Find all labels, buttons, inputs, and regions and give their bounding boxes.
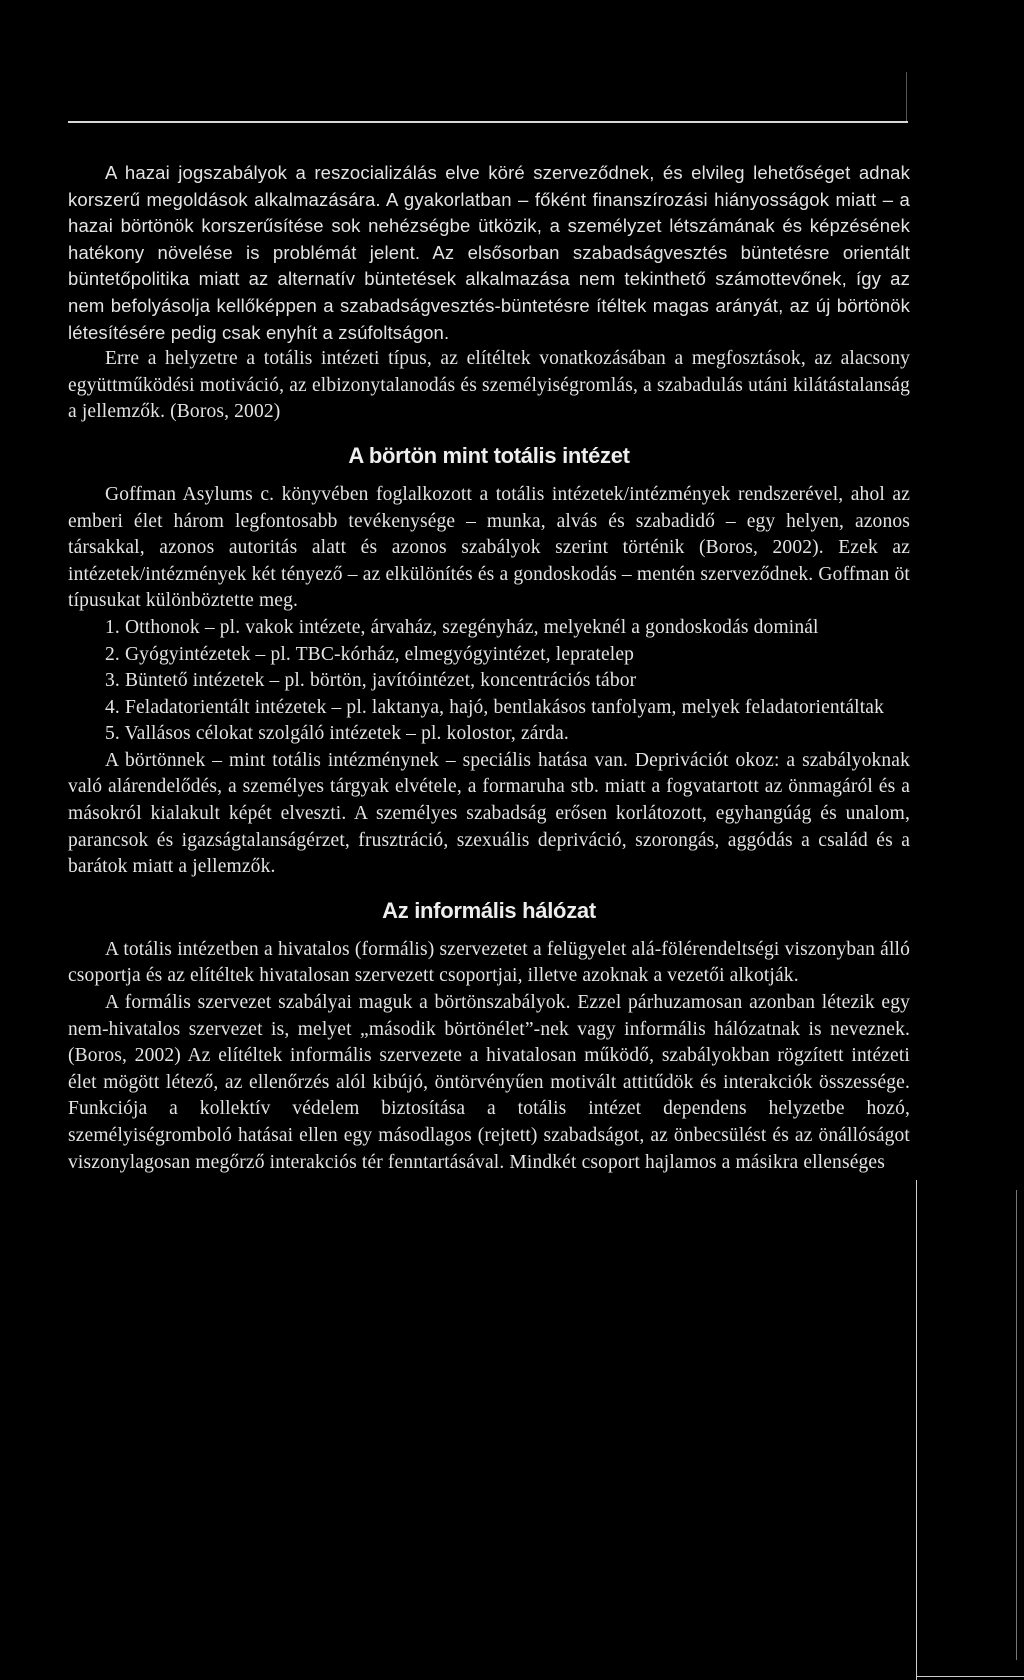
section-heading-informal-network: Az informális hálózat xyxy=(382,897,596,923)
header-rule xyxy=(68,121,908,123)
section1-closing-paragraph: A börtönnek – mint totális intézménynek – speciális hatása van. Deprivációt okoz: a szabályoknak való alárendelődés, a személyes tárgyak elvétele, a formaruha stb. miatt a fogvatartott az önmagáról és a másokról kialakult képét elveszti. A személyes szabadság erősen korlátozott, egyhangúág és unalom, parancsok és igazságtalanságérzet, frusztráció, szexuális depriváció, szorongás, aggódás a család és a barátok miatt a jellemzők. xyxy=(68,749,910,878)
scan-edge-right xyxy=(1016,1190,1017,1660)
section2-paragraph-1: A totális intézetben a hivatalos (formális) szervezetet a felügyelet alá-fölérendeltségi viszonyban álló csoportja és az elítéltek hivatalosan szervezett csoportjai, illetve azoknak a vezetői alkotják. xyxy=(68,938,910,987)
intro-paragraph-1: A hazai jogszabályok a reszocializálás elve köré szerveződnek, és elvileg lehetőséget adnak korszerű megoldások alkalmazására. A gyakorlatban – főként finanszírozási hiányosságok miatt – a hazai börtönök korszerűsítése sok nehézségbe ütközik, a személyzet létszámának és képzésének hatékony növelése is problémát jelent. Az elsősorban szabadságvesztés büntetésre orientált büntetőpolitika miatt az alternatív büntetések alkalmazása nem tekinthető számottevőnek, így az nem befolyásolja kellőképpen a szabadságvesztés-büntetésre ítéltek magas arányát, az új börtönök létesítésére pedig csak enyhít a zsúfoltságon. xyxy=(68,162,910,343)
intro-paragraph-2: Erre a helyzetre a totális intézeti típus, az elítéltek vonatkozásában a megfosztások, az alacsony együttműködési motiváció, az elbizonytalanodás és személyiségromlás, a szabadulás utáni kilátástalanság a jellemzők. (Boros, 2002) xyxy=(68,348,910,423)
list-item-3: 3. Büntető intézetek – pl. börtön, javítóintézet, koncentrációs tábor xyxy=(105,670,637,692)
scan-edge-mark xyxy=(906,72,907,122)
section2-paragraph-2: A formális szervezet szabályai maguk a börtönszabályok. Ezzel párhuzamosan azonban létezik egy nem-hivatalos szervezet is, melyet „második börtönélet”-nek vagy informális hálózatnak is neveznek. (Boros, 2002) Az elítéltek informális szervezete a hivatalosan működő, szabályokban rögzített intézeti élet mögött létező, az ellenőrzés alól kibújó, öntörvényűen motivált attitűdök és interakciók összessége. Funkciója a kollektív védelem biztosítása a totális intézet dependens helyzetbe hozó, személyiségromboló hatásai ellen egy másodlagos (rejtett) szabadságot, az önbecsülést és az önállóságot viszonylagosan megőrző interakciós tér fenntartásával. Mindkét csoport hajlamos a másikra ellenséges xyxy=(68,992,910,1173)
list-item-5: 5. Vallásos célokat szolgáló intézetek – pl. kolostor, zárda. xyxy=(105,723,569,745)
margin-line-horizontal xyxy=(916,1676,1024,1677)
list-item-1: 1. Otthonok – pl. vakok intézete, árvaház, szegényház, melyeknél a gondoskodás dominál xyxy=(105,616,819,638)
page-body xyxy=(68,160,910,1176)
margin-line-vertical xyxy=(916,1180,917,1680)
list-item-4: 4. Feladatorientált intézetek – pl. laktanya, hajó, bentlakásos tanfolyam, melyek feladatorientáltak xyxy=(105,696,885,718)
section1-intro-paragraph: Goffman Asylums c. könyvében foglalkozott a totális intézetek/intézmények rendszerével, ahol az emberi élet három legfontosabb tevékenysége – munka, alvás és szabadidő – egy helyen, azonos társakkal, azonos autoritás alatt és azonos szabályok szerint történik (Boros, 2002). Ezek az intézetek/intézmények két tényező – az elkülönítés és a gondoskodás – mentén szerveződnek. Goffman öt típusukat különböztette meg. xyxy=(68,483,910,612)
section-heading-total-institution: A börtön mint totális intézet xyxy=(348,442,630,468)
list-item-2: 2. Gyógyintézetek – pl. TBC-kórház, elmegyógyintézet, lepratelep xyxy=(105,643,635,665)
